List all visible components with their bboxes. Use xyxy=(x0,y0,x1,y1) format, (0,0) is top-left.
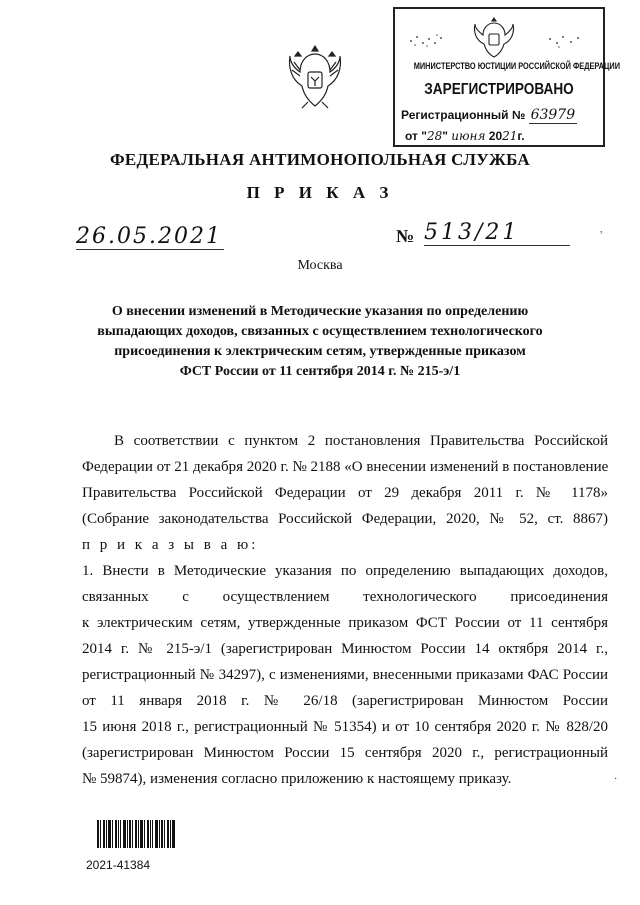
body-line: 15 июня 2018 г., регистрационный № 51354) и от 10 сентября 2020 г. № 828/20 xyxy=(82,719,608,735)
registration-stamp xyxy=(393,7,621,147)
city: Москва xyxy=(297,258,343,273)
stamp-date-month: июня xyxy=(451,129,486,143)
stamp-emblem-icon xyxy=(469,15,519,59)
agency-name: ФЕДЕРАЛЬНАЯ АНТИМОНОПОЛЬНАЯ СЛУЖБА xyxy=(109,150,530,169)
stamp-reg-label: Регистрационный № xyxy=(401,108,526,122)
body-line-order-word: п р и к а з ы в а ю: xyxy=(82,537,259,553)
body-line: от 11 января 2018 г. № 26/18 (зарегистрирован Минюстом России xyxy=(82,693,608,709)
subject-line: ФСТ России от 11 сентября 2014 г. № 215-э/1 xyxy=(179,364,461,379)
subject-line: присоединения к электрическим сетям, утвержденные приказом xyxy=(114,344,526,359)
order-date: 26.05.2021 xyxy=(76,224,224,250)
body-line: Федерации от 21 декабря 2020 г. № 2188 «О внесении изменений в постановление xyxy=(82,459,609,475)
body-line: № 59874), изменения согласно приложению к настоящему приказу. xyxy=(82,771,512,787)
body-line: регистрационный № 34297), с изменениями, внесенными приказами ФАС России xyxy=(82,667,608,683)
stamp-ministry-name: МИНИСТЕРСТВО ЮСТИЦИИ РОССИЙСКОЙ ФЕДЕРАЦИИ xyxy=(413,61,621,71)
body-line: связанных с осуществлением технологического присоединения xyxy=(82,589,608,605)
stamp-date-prefix: от xyxy=(405,129,418,143)
stamp-status: ЗАРЕГИСТРИРОВАНО xyxy=(424,81,574,98)
body-line: 1. Внести в Методические указания по определению выпадающих доходов, xyxy=(82,563,608,579)
stamp-date-line: от "28" июня 2021г. xyxy=(405,129,525,143)
order-number-label: № xyxy=(396,226,415,246)
scan-speck: · xyxy=(614,774,618,785)
body-line: В соответствии с пунктом 2 постановления Правительства Российской xyxy=(114,433,608,449)
stamp-date-year-prefix: 20 xyxy=(488,129,503,143)
stamp-reg-number: 63979 xyxy=(530,107,576,123)
barcode-icon xyxy=(97,820,175,848)
subject-line: выпадающих доходов, связанных с осуществлением технологического xyxy=(97,324,543,339)
subject-line: О внесении изменений в Методические указания по определению xyxy=(111,304,529,319)
body-line: (зарегистрирован Минюстом России 15 сентября 2020 г., регистрационный xyxy=(82,745,608,761)
stamp-date-suffix: г. xyxy=(517,129,525,143)
document-id: 2021-41384 xyxy=(86,858,151,872)
stamp-speckle-decoration xyxy=(545,31,585,51)
order-number: 513/21 xyxy=(424,220,570,246)
stamp-speckle-decoration xyxy=(407,31,447,51)
body-line: к электрическим сетям, утвержденные приказом ФСТ России от 11 сентября xyxy=(82,615,608,631)
scan-speck: , xyxy=(600,224,603,235)
order-title: П Р И К А З xyxy=(246,183,394,202)
stamp-registration-line xyxy=(401,107,577,123)
order-subject xyxy=(90,302,550,382)
coat-of-arms-icon xyxy=(286,42,344,112)
stamp-date-day: 28 xyxy=(426,129,443,143)
body-line: Правительства Российской Федерации от 29 декабря 2011 г. № 1178» xyxy=(82,485,608,501)
body-line: 2014 г. № 215-э/1 (зарегистрирован Минюстом России 14 октября 2014 г., xyxy=(82,641,608,657)
stamp-date-year-suffix: 21 xyxy=(502,129,518,143)
body-line: (Собрание законодательства Российской Федерации, 2020, № 52, ст. 8867) xyxy=(82,511,608,527)
